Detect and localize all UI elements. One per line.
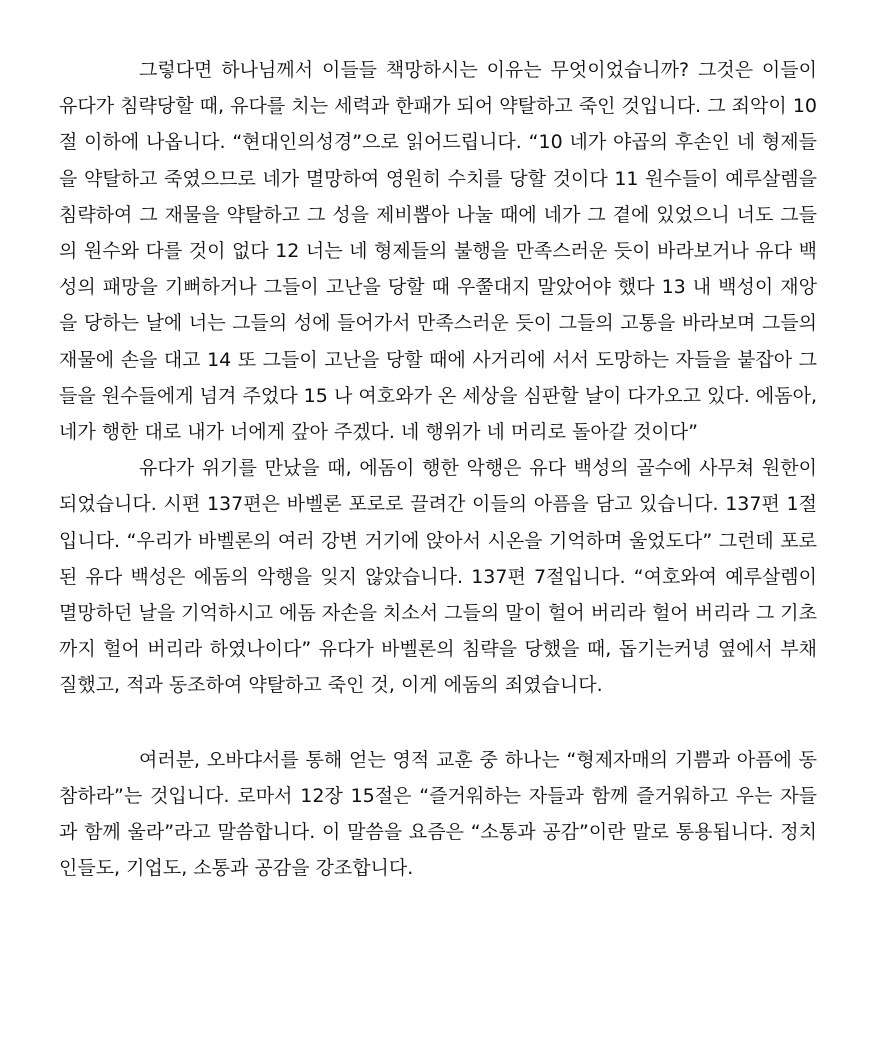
- document-page: [59, 52, 817, 886]
- paragraph-spacer: [59, 704, 817, 742]
- paragraph-3: 여러분, 오바댜서를 통해 얻는 영적 교훈 중 하나는 “형제자매의 기쁨과 아픔에 동참하라”는 것입니다. 로마서 12장 15절은 “즐거워하는 자들과 함께 즐거워하고 우는 자들과 함께 울라”라고 말씀합니다. 이 말씀을 요즘은 “소통과 공감”이란 말로 통용됩니다. 정치인들도, 기업도, 소통과 공감을 강조합니다.: [59, 748, 817, 880]
- paragraph-1: 그렇다면 하나님께서 이들들 책망하시는 이유는 무엇이었습니까? 그것은 이들이 유다가 침략당할 때, 유다를 치는 세력과 한패가 되어 약탈하고 죽인 것입니다. 그 죄악이 10절 이하에 나옵니다. “현대인의성경”으로 읽어드립니다. “10 네가 야곱의 후손인 네 형제들을 약탈하고 죽였으므로 네가 멸망하여 영원히 수치를 당할 것이다 11 원수들이 예루살렘을 침략하여 그 재물을 약탈하고 그 성을 제비뽑아 나눌 때에 네가 그 곁에 있었으니 너도 그들의 원수와 다를 것이 없다 12 너는 네 형제들의 불행을 만족스러운 듯이 바라보거나 유다 백성의 패망을 기뻐하거나 그들이 고난을 당할 때 우쭐대지 말았어야 했다 13 내 백성이 재앙을 당하는 날에 너는 그들의 성에 들어가서 만족스러운 듯이 그들의 고통을 바라보며 그들의 재물에 손을 대고 14 또 그들이 고난을 당할 때에 사거리에 서서 도망하는 자들을 붙잡아 그들을 원수들에게 넘겨 주었다 15 나 여호와가 온 세상을 심판할 날이 다가오고 있다. 에돔아, 네가 행한 대로 내가 너에게 갚아 주겠다. 네 행위가 네 머리로 돌아갈 것이다”: [59, 59, 817, 444]
- paragraph-2: 유다가 위기를 만났을 때, 에돔이 행한 악행은 유다 백성의 골수에 사무쳐 원한이 되었습니다. 시편 137편은 바벨론 포로로 끌려간 이들의 아픔을 담고 있습니다. 137편 1절입니다. “우리가 바벨론의 여러 강변 거기에 앉아서 시온을 기억하며 울었도다” 그런데 포로된 유다 백성은 에돔의 악행을 잊지 않았습니다. 137편 7절입니다. “여호와여 예루살렘이 멸망하던 날을 기억하시고 에돔 자손을 치소서 그들의 말이 헐어 버리라 헐어 버리라 그 기초까지 헐어 버리라 하였나이다” 유다가 바벨론의 침략을 당했을 때, 돕기는커녕 옆에서 부채질했고, 적과 동조하여 약탈하고 죽인 것, 이게 에돔의 죄였습니다.: [59, 457, 817, 697]
